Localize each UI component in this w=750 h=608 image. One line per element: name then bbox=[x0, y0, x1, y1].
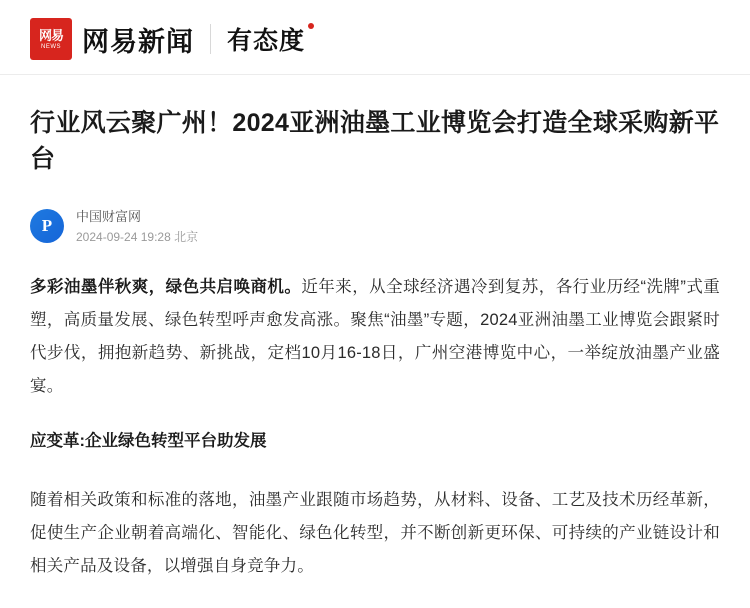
logo-mark-en: NEWS bbox=[41, 43, 61, 50]
publish-timestamp: 2024-09-24 19:28 北京 bbox=[76, 230, 199, 245]
site-header bbox=[0, 0, 750, 74]
site-slogan-text: 有态度 bbox=[227, 27, 306, 55]
byline-text bbox=[76, 208, 198, 246]
avatar-letter: P bbox=[41, 216, 53, 236]
header-divider bbox=[210, 24, 211, 54]
paragraph-body-1: 随着相关政策和标准的落地，油墨产业跟随市场趋势，从材料、设备、工艺及技术历经革新，促使生产企业朝着高端化、智能化、绿色化转型，并不断创新更环保、可持续的产业链设计和相关产品及设备，以增强自身竞争力。 bbox=[30, 491, 720, 576]
site-name[interactable]: 网易新闻 bbox=[82, 26, 194, 57]
byline bbox=[30, 208, 720, 246]
source-name[interactable]: 中国财富网 bbox=[76, 208, 142, 224]
lead-text: 近年来，从全球经济遇冷到复苏，各行业历经“洗牌”式重塑，高质量发展、绿色转型呼声愈发高涨。聚焦“油墨”专题，2024亚洲油墨工业博览会跟紧时代步伐，拥抱新趋势、新挑战，定档10月16-18日，广州空港博览中心，一举绽放油墨产业盛宴。 bbox=[30, 278, 720, 396]
article-body bbox=[0, 105, 750, 583]
lead-bold-prefix: 多彩油墨伴秋爽，绿色共启唤商机。 bbox=[30, 278, 302, 297]
netease-logo-icon[interactable] bbox=[30, 18, 72, 60]
site-slogan bbox=[227, 21, 305, 57]
header-bottom-rule bbox=[0, 74, 750, 75]
slogan-dot-icon bbox=[308, 23, 314, 29]
section-subheading: 应变革:企业绿色转型平台助发展 bbox=[30, 432, 267, 451]
page-title: 行业风云聚广州！2024亚洲油墨工业博览会打造全球采购新平台 bbox=[30, 109, 720, 174]
avatar[interactable] bbox=[30, 209, 64, 243]
logo-mark-cn: 网易 bbox=[38, 27, 63, 43]
paragraph-lead bbox=[30, 271, 720, 403]
